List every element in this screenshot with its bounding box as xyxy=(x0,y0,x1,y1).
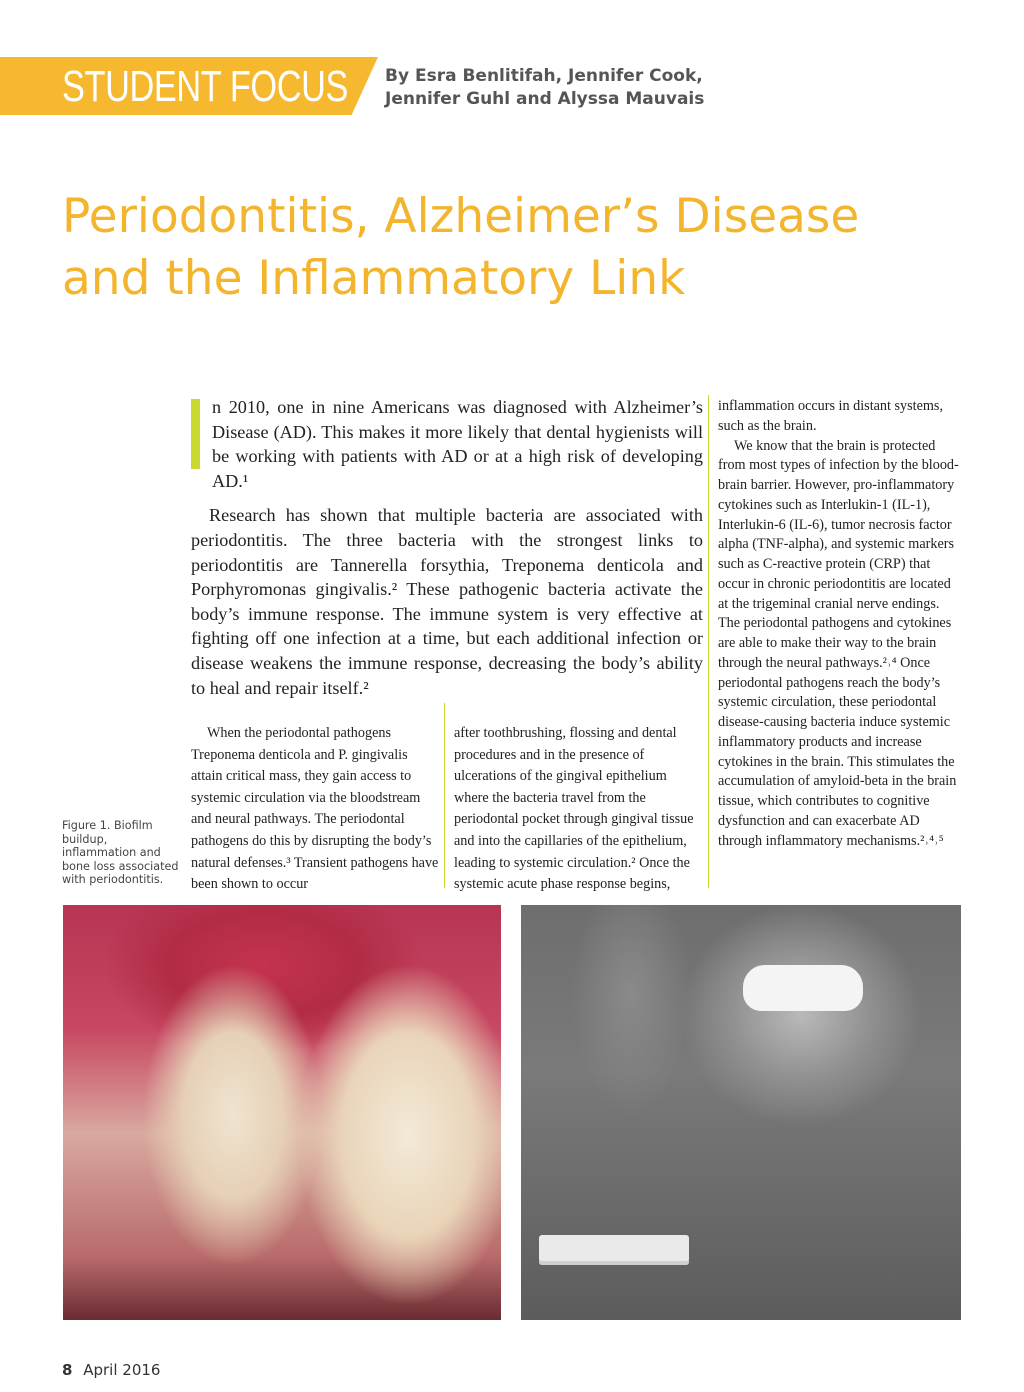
byline xyxy=(385,65,704,111)
column-2-text: after toothbrushing, flossing and dental procedures and in the presence of ulcerations of the gingival epithelium where the bacteria travel from the periodontal pocket through gingival tissue and into the capillaries of the epithelium, leading to systemic circulation.² Once the systemic acute phase response begins, xyxy=(454,725,694,893)
lead-paragraph-1-text: n 2010, one in nine Americans was diagnosed with Alzheimer’s Disease (AD). This makes it more likely that dental hygienists will be working with patients with AD or at a high risk of developing AD.¹ xyxy=(212,397,703,491)
clinical-photo-teeth xyxy=(63,905,501,1320)
xray-filling-shape xyxy=(743,965,863,1011)
body-column-2 xyxy=(454,723,702,896)
lead-text xyxy=(191,395,703,710)
figure-caption: Figure 1. Biofilm buildup, inflammation and bone loss associated with periodontitis. xyxy=(62,819,179,887)
page-footer xyxy=(62,1361,160,1379)
article-title xyxy=(62,186,859,310)
byline-line-1: By Esra Benlitifah, Jennifer Cook, xyxy=(385,66,703,86)
drop-cap-bar xyxy=(191,399,200,469)
body-column-3 xyxy=(718,397,962,851)
column-3-paragraph-1: inflammation occurs in distant systems, such as the brain. xyxy=(718,398,943,434)
title-line-2: and the Inflammatory Link xyxy=(62,251,686,306)
page-number: 8 xyxy=(62,1361,73,1379)
body-column-1 xyxy=(191,723,439,896)
byline-line-2: Jennifer Guhl and Alyssa Mauvais xyxy=(385,89,705,109)
issue-date: April 2016 xyxy=(83,1361,161,1379)
column-rule xyxy=(444,703,445,888)
lead-paragraph-1 xyxy=(191,395,703,493)
xray-implant-shape xyxy=(539,1235,689,1265)
lead-paragraph-2: Research has shown that multiple bacteria are associated with periodontitis. The three bacteria with the strongest links to periodontitis are Tannerella forsythia, Treponema denticola and Porphyromonas gingivalis.² These pathogenic bacteria activate the body’s immune response. The immune system is very effective at fighting off one infection at a time, but each additional infection or disease weakens the immune response, decreasing the body’s ability to heal and repair itself.² xyxy=(191,505,703,698)
section-label: STUDENT FOCUS xyxy=(62,62,349,111)
dental-xray-image xyxy=(521,905,961,1320)
column-3-paragraph-2: We know that the brain is protected from most types of infection by the blood-brain barrier. However, pro-inflammatory cytokines such as Interlukin-1 (IL-1), Interlukin-6 (IL-6), tumor necrosis factor alpha (TNF-alpha), and systemic markers such as C-reactive protein (CRP) that occur in chronic periodontitis are located at the trigeminal cranial nerve endings. The periodontal pathogens and cytokines are able to make their way to the brain through the neural pathways.²˒⁴ Once periodontal pathogens reach the body’s systemic circulation, these periodontal disease-causing bacteria induce systemic inflammatory products and increase cytokines in the brain. This stimulates the accumulation of amyloid-beta in the brain tissue, which contributes to cognitive dysfunction and can exacerbate AD through inflammatory mechanisms.²˒⁴˒⁵ xyxy=(718,437,959,849)
title-line-1: Periodontitis, Alzheimer’s Disease xyxy=(62,189,860,244)
column-rule xyxy=(708,395,709,888)
column-1-text: When the periodontal pathogens Treponema denticola and P. gingivalis attain critical mass, they gain access to systemic circulation via the bloodstream and neural pathways. The periodontal pathogens do this by disrupting the body’s natural defenses.³ Transient pathogens have been shown to occur xyxy=(191,725,439,893)
